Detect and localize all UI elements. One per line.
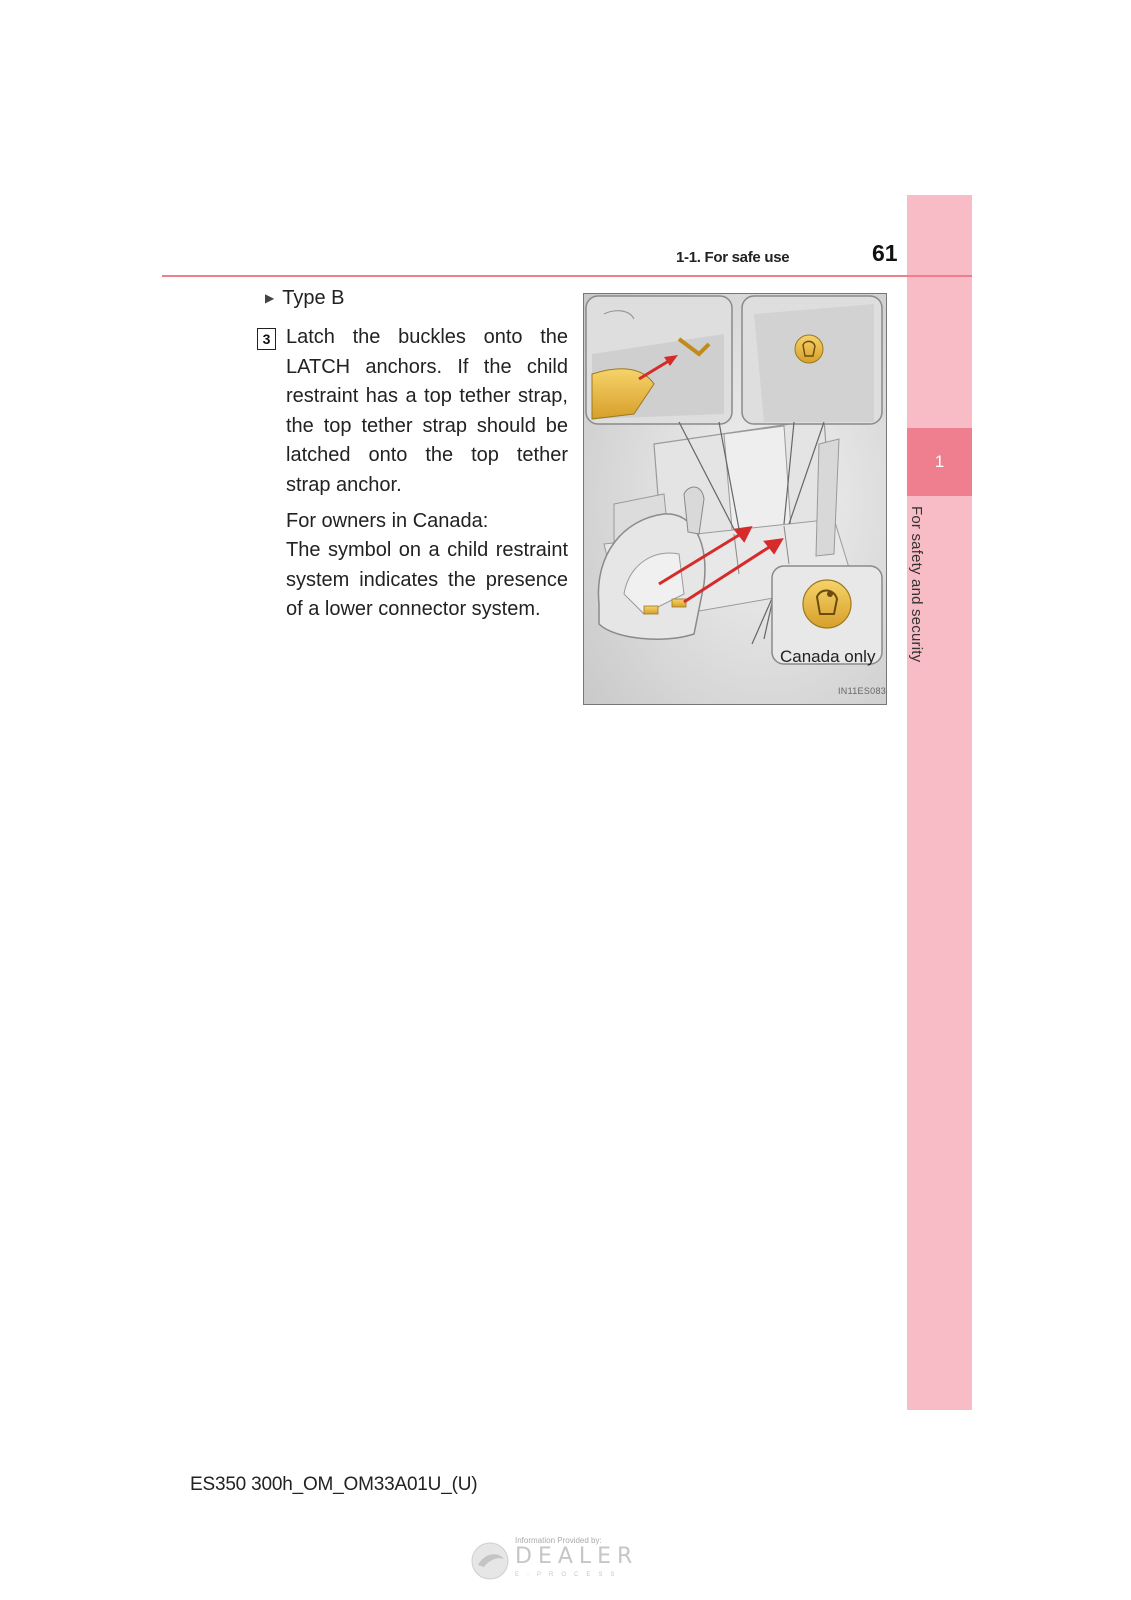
section-title: 1-1. For safe use — [676, 249, 790, 266]
type-label-line — [265, 287, 345, 310]
canada-only-label: Canada only — [780, 647, 876, 666]
triangle-bullet-icon: ▶ — [265, 291, 275, 305]
provided-by-text: Information Provided by: — [515, 1536, 602, 1545]
step-text: Latch the buckles onto the LATCH anchors. If the child restraint has a top tether strap, the top tether strap should be latched onto the top tether strap anchor. — [286, 326, 568, 496]
chapter-title: For safety and security — [908, 506, 925, 663]
canada-text: The symbol on a child restraint system indicates the presence of a lower connector system. — [286, 539, 568, 620]
dealer-subtitle: E-PROCESS — [515, 1572, 623, 1578]
chapter-number: 1 — [934, 452, 945, 471]
inset-symbol-closeup — [742, 296, 882, 424]
step-number: 3 — [257, 328, 276, 350]
page-number: 61 — [872, 240, 898, 266]
figure-code: IN11ES083 — [838, 686, 887, 696]
latch-illustration — [583, 293, 887, 705]
inset-anchor-closeup — [586, 296, 732, 424]
dealer-wordmark: DEALER — [515, 1544, 639, 1569]
document-id: ES350 300h_OM_OM33A01U_(U) — [190, 1474, 478, 1495]
chapter-side-tab — [907, 195, 972, 1410]
canada-heading: For owners in Canada: — [286, 510, 489, 532]
type-label: Type B — [282, 287, 345, 309]
header-divider — [162, 275, 972, 277]
